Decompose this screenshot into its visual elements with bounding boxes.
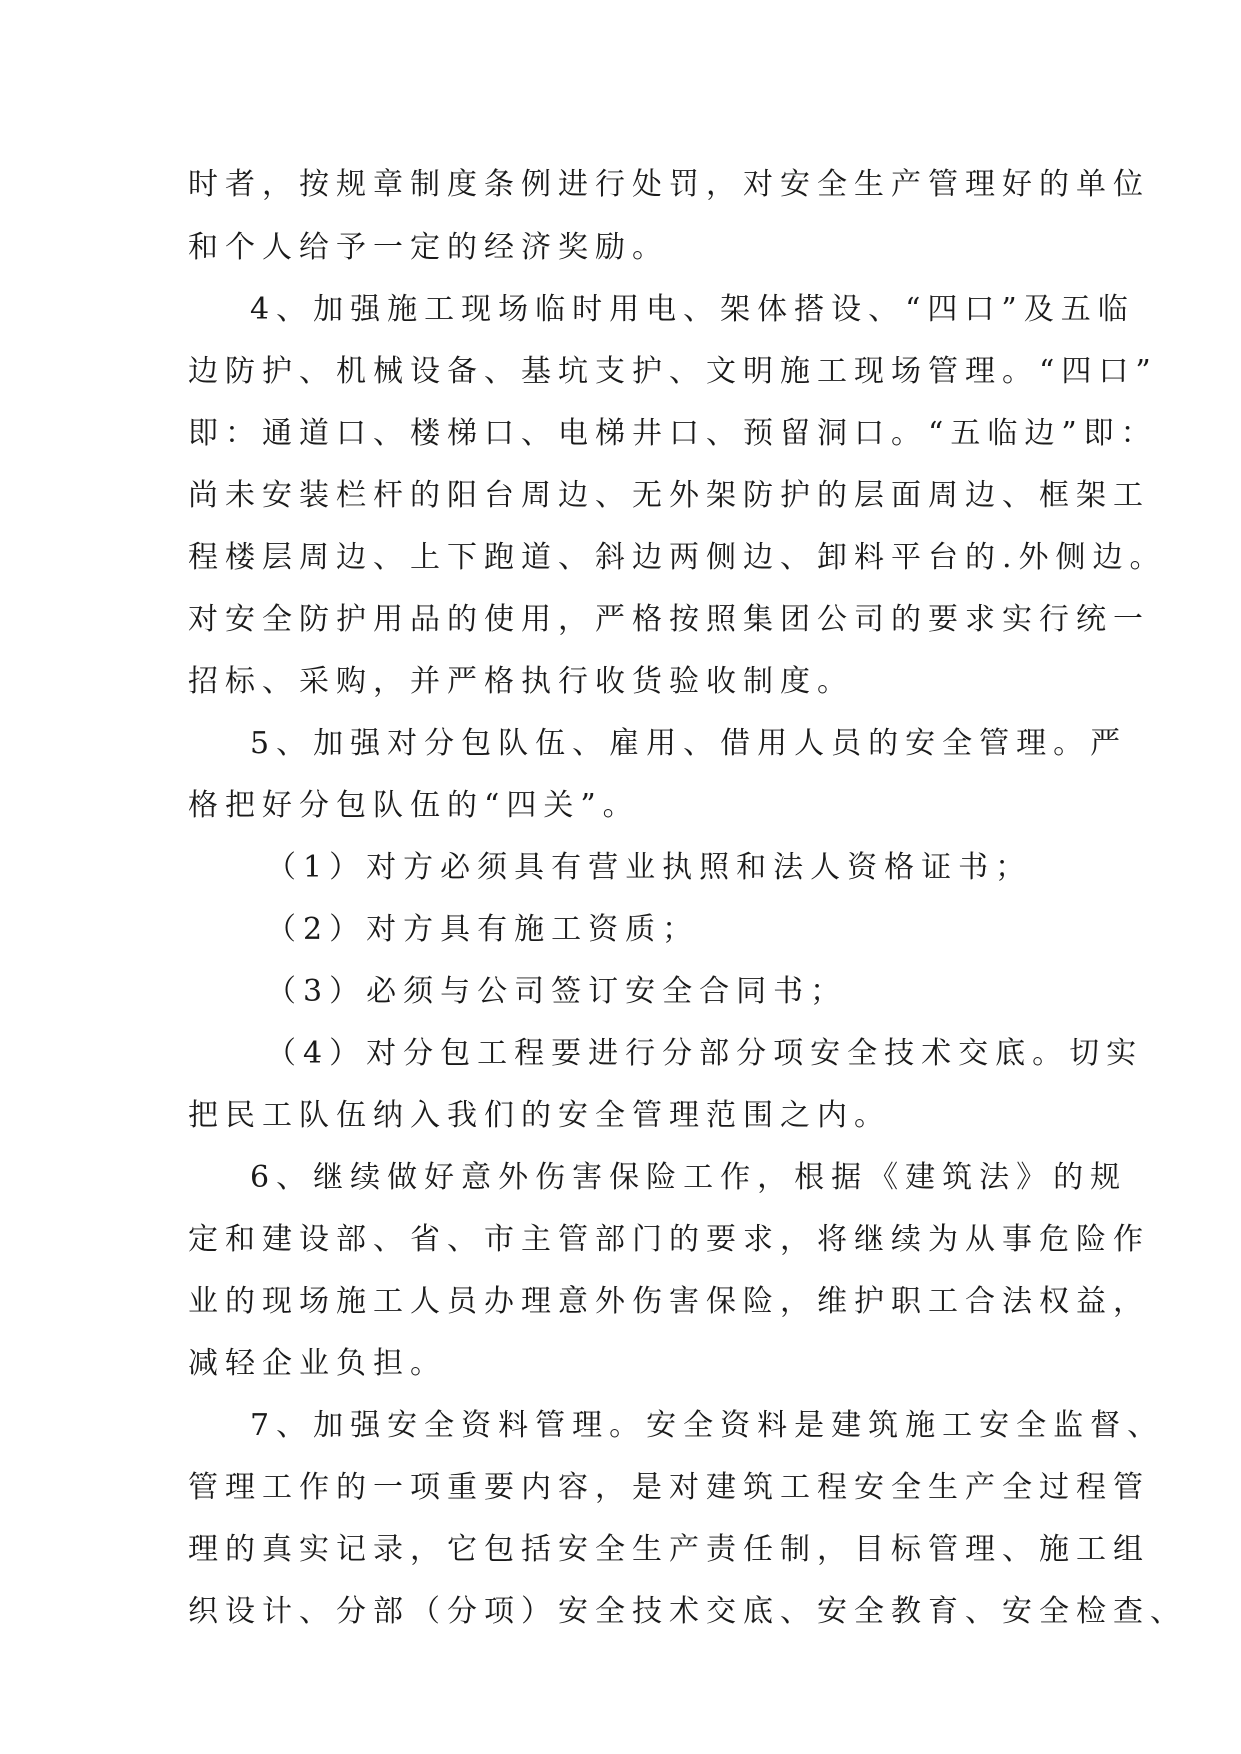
- list-item-line: （3）必须与公司签订安全合同书；: [266, 974, 848, 1009]
- text-line: 管理工作的一项重要内容，是对建筑工程安全生产全过程管: [188, 1470, 1150, 1505]
- paragraph-start-line: 7、加强安全资料管理。安全资料是建筑施工安全监督、: [250, 1408, 1165, 1443]
- paragraph-start-line: 4、加强施工现场临时用电、架体搭设、“四口”及五临: [250, 292, 1135, 327]
- list-item-line: （2）对方具有施工资质；: [266, 912, 700, 947]
- text-line: 对安全防护用品的使用，严格按照集团公司的要求实行统一: [188, 602, 1150, 637]
- text-line: 即：通道口、楼梯口、电梯井口、预留洞口。“五临边”即：: [188, 416, 1158, 451]
- text-line: 程楼层周边、上下跑道、斜边两侧边、卸料平台的.外侧边。: [188, 540, 1167, 575]
- text-line: 业的现场施工人员办理意外伤害保险，维护职工合法权益，: [188, 1284, 1150, 1319]
- list-item-line: （1）对方必须具有营业执照和法人资格证书；: [266, 850, 1033, 885]
- text-line: 织设计、分部（分项）安全技术交底、安全教育、安全检查、: [188, 1594, 1187, 1629]
- text-line: 时者，按规章制度条例进行处罚，对安全生产管理好的单位: [188, 167, 1150, 202]
- text-line: 尚未安装栏杆的阳台周边、无外架防护的层面周边、框架工: [188, 478, 1150, 513]
- text-line: 和个人给予一定的经济奖励。: [188, 230, 669, 265]
- paragraph-start-line: 6、继续做好意外伤害保险工作，根据《建筑法》的规: [250, 1160, 1128, 1195]
- text-line: 理的真实记录，它包括安全生产责任制，目标管理、施工组: [188, 1532, 1150, 1567]
- list-item-line: （4）对分包工程要进行分部分项安全技术交底。切实: [266, 1036, 1144, 1071]
- text-line: 把民工队伍纳入我们的安全管理范围之内。: [188, 1098, 891, 1133]
- text-line: 边防护、机械设备、基坑支护、文明施工现场管理。“四口”: [188, 354, 1158, 389]
- text-line: 招标、采购，并严格执行收货验收制度。: [188, 664, 854, 699]
- paragraph-start-line: 5、加强对分包队伍、雇用、借用人员的安全管理。严: [250, 726, 1128, 761]
- text-line: 格把好分包队伍的“四关”。: [188, 788, 640, 823]
- text-line: 减轻企业负担。: [188, 1346, 447, 1381]
- text-line: 定和建设部、省、市主管部门的要求，将继续为从事危险作: [188, 1222, 1150, 1257]
